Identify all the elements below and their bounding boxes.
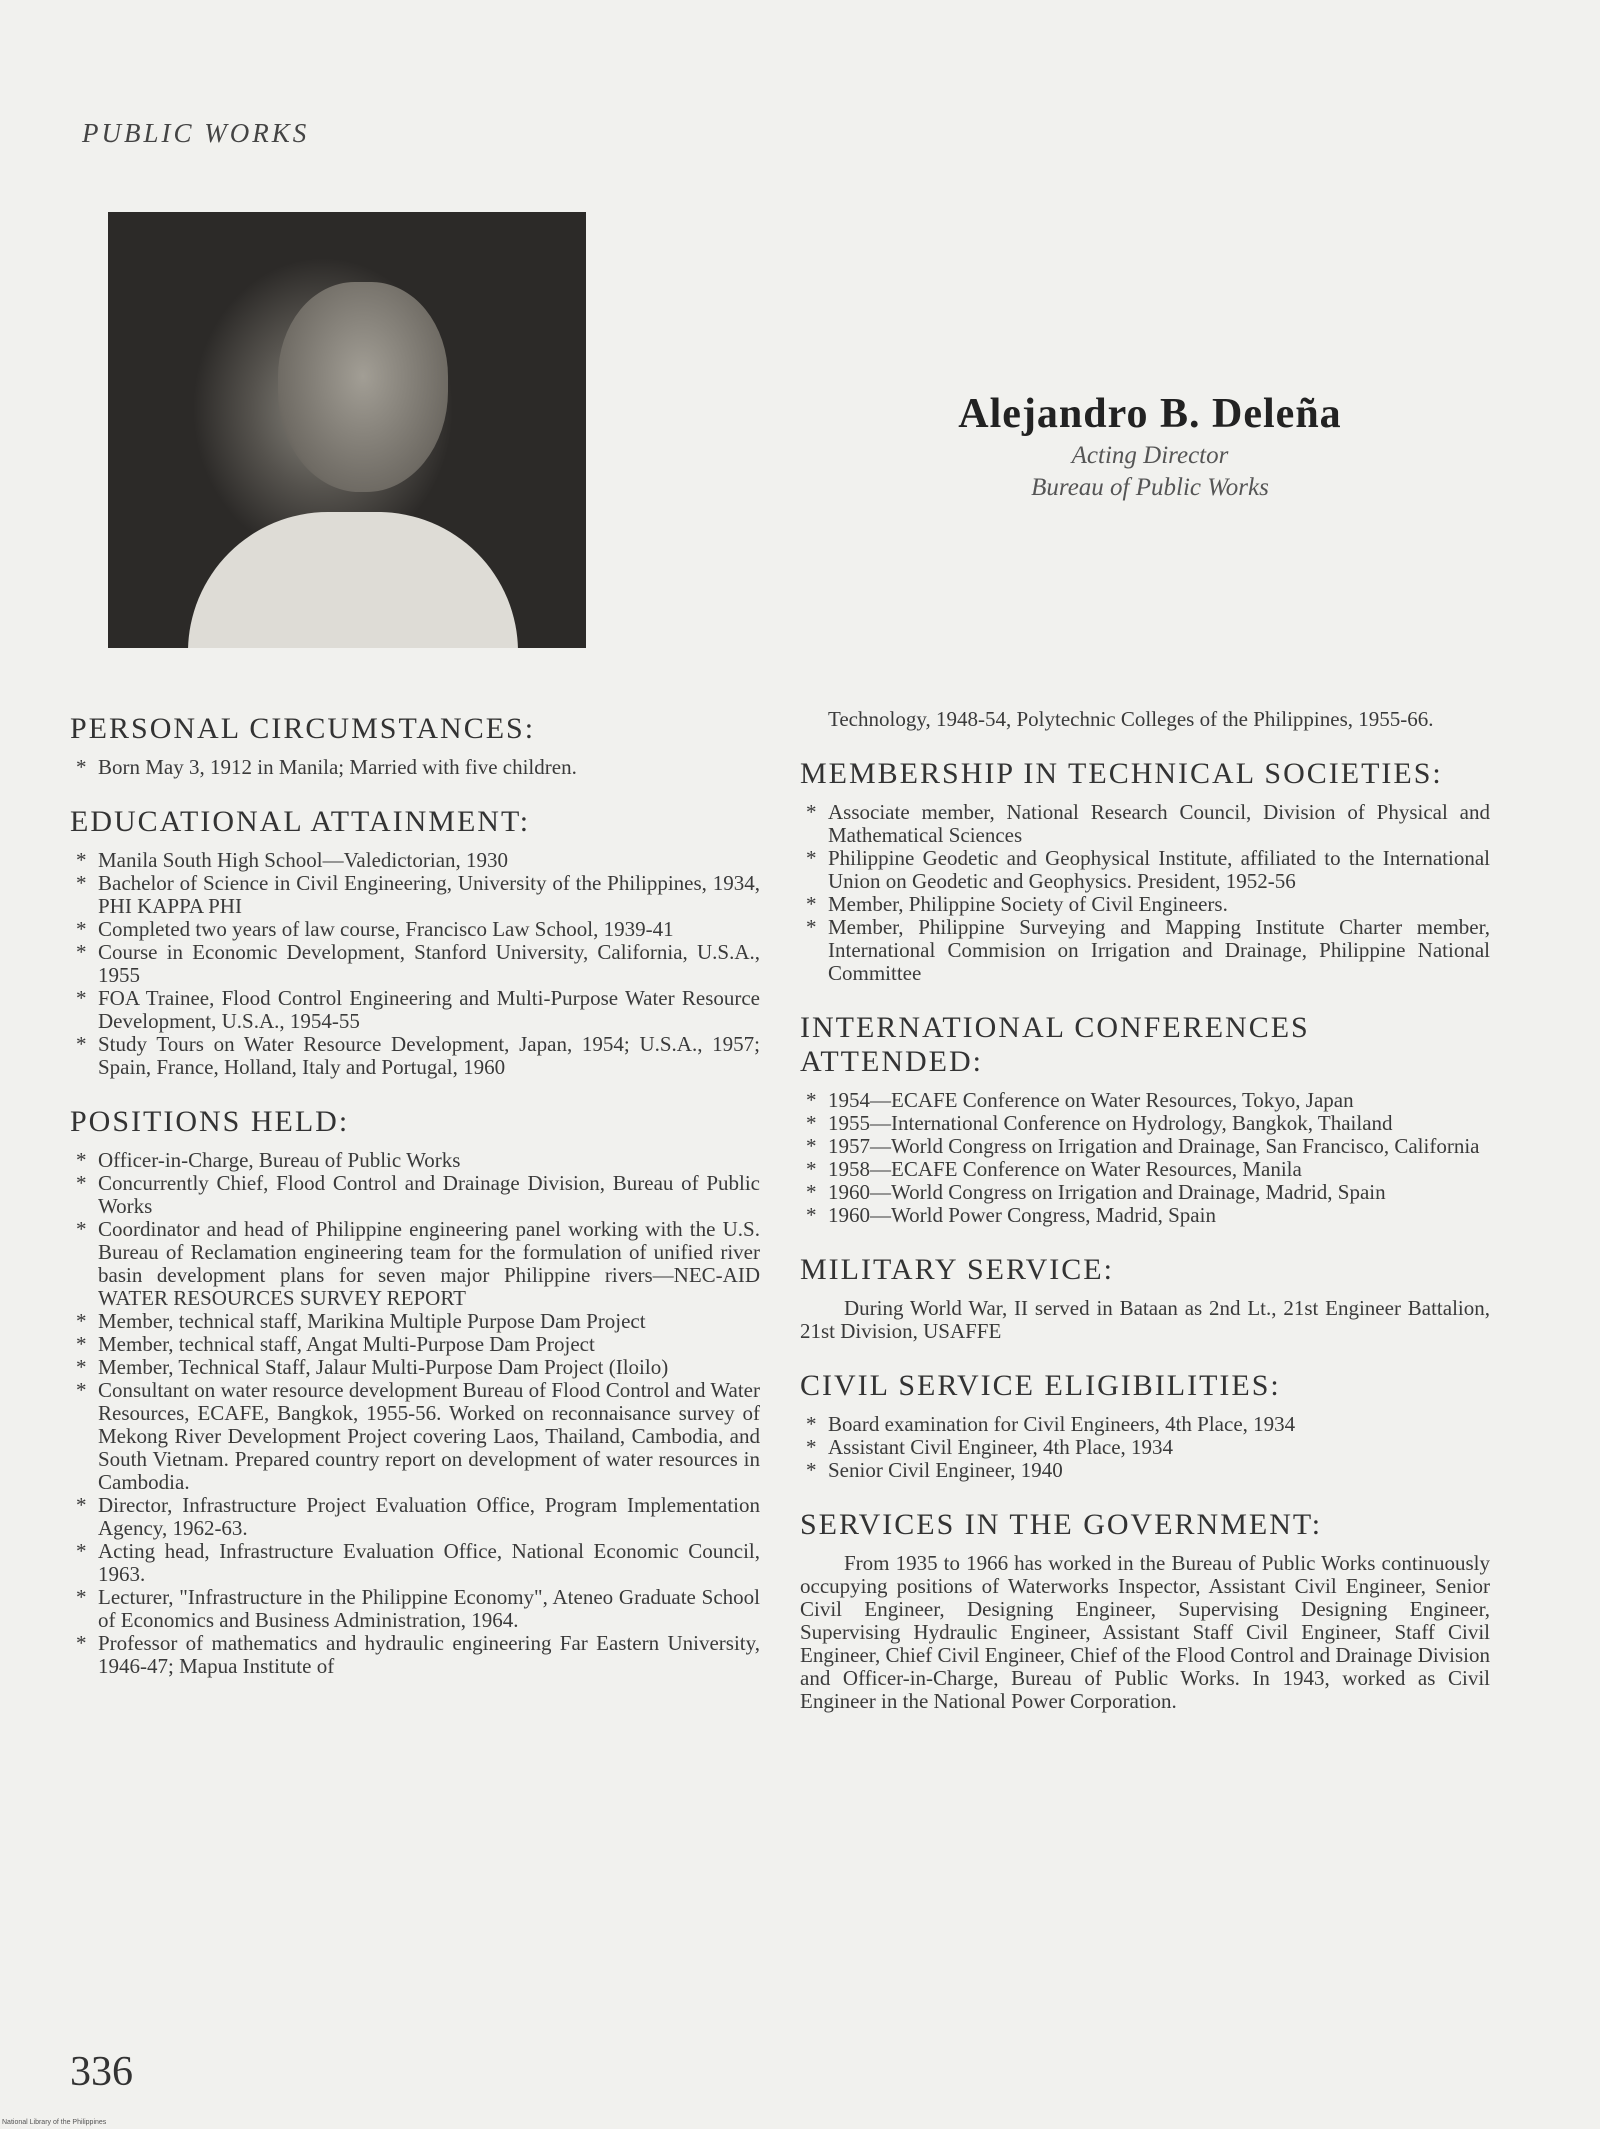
- positions-list: [70, 1149, 760, 1678]
- list-item-text: 1960—World Power Congress, Madrid, Spain: [828, 1203, 1216, 1227]
- person-office: Bureau of Public Works: [1031, 474, 1269, 501]
- bullet-icon: *: [806, 846, 817, 870]
- list-item: [800, 1181, 1490, 1204]
- left-column: [70, 712, 760, 1704]
- name-block: [900, 390, 1400, 502]
- list-item: [800, 847, 1490, 893]
- list-item: [70, 1356, 760, 1379]
- positions-continuation: Technology, 1948-54, Polytechnic Colleges of the Philippines, 1955-66.: [828, 707, 1434, 731]
- list-item-text: Member, Philippine Surveying and Mapping Institute Charter member, International Commision on Irrigation and Drainage, Philippine National Committee: [828, 915, 1490, 985]
- list-item: [70, 1632, 760, 1678]
- list-item: [70, 987, 760, 1033]
- list-item-text: Lecturer, "Infrastructure in the Philippine Economy", Ateneo Graduate School of Economics and Business Administration, 1964.: [98, 1585, 760, 1632]
- list-item-text: Officer-in-Charge, Bureau of Public Works: [98, 1148, 461, 1172]
- government-heading: SERVICES IN THE GOVERNMENT:: [800, 1508, 1323, 1541]
- list-item: [70, 1310, 760, 1333]
- membership-heading: MEMBERSHIP IN TECHNICAL SOCIETIES:: [800, 757, 1443, 790]
- list-item-text: Concurrently Chief, Flood Control and Drainage Division, Bureau of Public Works: [98, 1171, 760, 1218]
- list-item: [800, 1112, 1490, 1135]
- list-item-text: Consultant on water resource development Bureau of Flood Control and Water Resources, ECAFE, Bangkok, 1955-56. Worked on reconnaisance survey of Mekong River Development Project covering Laos, Thailand, Cambodia, and South Vietnam. Prepared country report on development of water resources in Cambodia.: [98, 1378, 760, 1494]
- list-item: [800, 801, 1490, 847]
- list-item: [70, 1172, 760, 1218]
- list-item: [70, 756, 760, 779]
- bullet-icon: *: [806, 800, 817, 824]
- footer-credit: National Library of the Philippines: [2, 2119, 107, 2126]
- list-item-text: Bachelor of Science in Civil Engineering, University of the Philippines, 1934, PHI KAPPA PHI: [98, 871, 760, 918]
- bullet-icon: *: [76, 1171, 87, 1195]
- conferences-heading: INTERNATIONAL CONFERENCES ATTENDED:: [800, 1011, 1310, 1078]
- bullet-icon: *: [806, 1088, 817, 1112]
- bullet-icon: *: [76, 1355, 87, 1379]
- bullet-icon: *: [806, 1458, 817, 1482]
- bullet-icon: *: [76, 1585, 87, 1609]
- bullet-icon: *: [76, 1217, 87, 1241]
- bullet-icon: *: [76, 1148, 87, 1172]
- list-item: [800, 1135, 1490, 1158]
- list-item-text: Study Tours on Water Resource Development, Japan, 1954; U.S.A., 1957; Spain, France, Holland, Italy and Portugal, 1960: [98, 1032, 760, 1079]
- bullet-icon: *: [76, 871, 87, 895]
- list-item-text: 1955—International Conference on Hydrology, Bangkok, Thailand: [828, 1111, 1393, 1135]
- education-heading: EDUCATIONAL ATTAINMENT:: [70, 805, 531, 838]
- bullet-icon: *: [76, 1032, 87, 1056]
- bullet-icon: *: [806, 1134, 817, 1158]
- portrait-shirt: [188, 512, 518, 648]
- bullet-icon: *: [76, 1539, 87, 1563]
- bullet-icon: *: [76, 917, 87, 941]
- person-name: Alejandro B. Deleña: [958, 391, 1342, 437]
- bullet-icon: *: [806, 1157, 817, 1181]
- list-item: [70, 1586, 760, 1632]
- list-item-text: Manila South High School—Valedictorian, 1930: [98, 848, 509, 872]
- list-item-text: Member, Philippine Society of Civil Engineers.: [828, 892, 1228, 916]
- military-heading: MILITARY SERVICE:: [800, 1253, 1114, 1286]
- list-item: [70, 872, 760, 918]
- list-item-text: Senior Civil Engineer, 1940: [828, 1458, 1063, 1482]
- bullet-icon: *: [806, 915, 817, 939]
- list-item-text: 1958—ECAFE Conference on Water Resources, Manila: [828, 1157, 1302, 1181]
- list-item: [800, 1089, 1490, 1112]
- list-item-text: Member, technical staff, Angat Multi-Purpose Dam Project: [98, 1332, 595, 1356]
- civil-service-list: [800, 1413, 1490, 1482]
- list-item: [800, 1413, 1490, 1436]
- person-title: Acting Director: [1071, 442, 1229, 469]
- bullet-icon: *: [76, 940, 87, 964]
- list-item: [70, 1379, 760, 1494]
- bullet-icon: *: [76, 986, 87, 1010]
- bullet-icon: *: [76, 848, 87, 872]
- positions-heading: POSITIONS HELD:: [70, 1105, 350, 1138]
- list-item-text: Member, technical staff, Marikina Multiple Purpose Dam Project: [98, 1309, 646, 1333]
- membership-list: [800, 801, 1490, 985]
- portrait-face: [278, 282, 448, 492]
- list-item-text: Course in Economic Development, Stanford University, California, U.S.A., 1955: [98, 940, 760, 987]
- list-item-text: Completed two years of law course, Francisco Law School, 1939-41: [98, 917, 674, 941]
- education-list: [70, 849, 760, 1079]
- list-item-text: Acting head, Infrastructure Evaluation Office, National Economic Council, 1963.: [98, 1539, 760, 1586]
- list-item: [800, 916, 1490, 985]
- list-item: [70, 1494, 760, 1540]
- list-item-text: 1954—ECAFE Conference on Water Resources, Tokyo, Japan: [828, 1088, 1354, 1112]
- list-item: [70, 849, 760, 872]
- list-item-text: Philippine Geodetic and Geophysical Institute, affiliated to the International Union on Geodetic and Geophysics. President, 1952-56: [828, 846, 1490, 893]
- list-item-text: Professor of mathematics and hydraulic engineering Far Eastern University, 1946-47; Mapua Institute of: [98, 1631, 760, 1678]
- list-item: [70, 1149, 760, 1172]
- list-item: [800, 1204, 1490, 1227]
- list-item: [800, 1158, 1490, 1181]
- right-column: [800, 707, 1490, 1739]
- bullet-icon: *: [806, 1111, 817, 1135]
- personal-heading: PERSONAL CIRCUMSTANCES:: [70, 712, 536, 745]
- list-item-text: Coordinator and head of Philippine engineering panel working with the U.S. Bureau of Reclamation engineering team for the formulation of unified river basin development plans for seven major Philippine rivers—NEC-AID WATER RESOURCES SURVEY REPORT: [98, 1217, 760, 1310]
- civil-service-heading: CIVIL SERVICE ELIGIBILITIES:: [800, 1369, 1281, 1402]
- personal-list: [70, 756, 760, 779]
- list-item-text: 1960—World Congress on Irrigation and Drainage, Madrid, Spain: [828, 1180, 1386, 1204]
- list-item-text: Board examination for Civil Engineers, 4th Place, 1934: [828, 1412, 1296, 1436]
- list-item: [70, 941, 760, 987]
- list-item-text: Director, Infrastructure Project Evaluation Office, Program Implementation Agency, 1962-63.: [98, 1493, 760, 1540]
- list-item-text: Assistant Civil Engineer, 4th Place, 1934: [828, 1435, 1174, 1459]
- bullet-icon: *: [76, 1378, 87, 1402]
- conferences-list: [800, 1089, 1490, 1227]
- bullet-icon: *: [806, 1412, 817, 1436]
- list-item: [70, 1333, 760, 1356]
- bullet-icon: *: [806, 1435, 817, 1459]
- list-item-text: FOA Trainee, Flood Control Engineering and Multi-Purpose Water Resource Development, U.S.A., 1954-55: [98, 986, 760, 1033]
- list-item: [70, 918, 760, 941]
- bullet-icon: *: [76, 755, 87, 779]
- list-item-text: Member, Technical Staff, Jalaur Multi-Purpose Dam Project (Iloilo): [98, 1355, 669, 1379]
- list-item: [800, 893, 1490, 916]
- list-item-text: Born May 3, 1912 in Manila; Married with five children.: [98, 755, 577, 779]
- list-item: [800, 1436, 1490, 1459]
- government-text: From 1935 to 1966 has worked in the Bureau of Public Works continuously occupying positions of Waterworks Inspector, Assistant Civil Engineer, Senior Civil Engineer, Designing Engineer, Supervising Designing Engineer, Supervising Hydraulic Engineer, Assistant Staff Civil Engineer, Staff Civil Engineer, Chief Civil Engineer, Chief of the Flood Control and Drainage Division and Officer-in-Charge, Bureau of Public Works. In 1943, worked as Civil Engineer in the National Power Corporation.: [800, 1551, 1490, 1713]
- bullet-icon: *: [76, 1309, 87, 1333]
- bullet-icon: *: [76, 1493, 87, 1517]
- list-item: [70, 1033, 760, 1079]
- bullet-icon: *: [806, 892, 817, 916]
- military-text: During World War, II served in Bataan as 2nd Lt., 21st Engineer Battalion, 21st Division, USAFFE: [800, 1296, 1490, 1343]
- list-item: [800, 1459, 1490, 1482]
- list-item-text: Associate member, National Research Council, Division of Physical and Mathematical Sciences: [828, 800, 1490, 847]
- portrait-photo: [108, 212, 586, 648]
- list-item: [70, 1540, 760, 1586]
- section-label: PUBLIC WORKS: [82, 118, 310, 148]
- bullet-icon: *: [76, 1332, 87, 1356]
- list-item: [70, 1218, 760, 1310]
- page-number: 336: [70, 2049, 133, 2095]
- bullet-icon: *: [76, 1631, 87, 1655]
- bullet-icon: *: [806, 1180, 817, 1204]
- bullet-icon: *: [806, 1203, 817, 1227]
- list-item-text: 1957—World Congress on Irrigation and Drainage, San Francisco, California: [828, 1134, 1480, 1158]
